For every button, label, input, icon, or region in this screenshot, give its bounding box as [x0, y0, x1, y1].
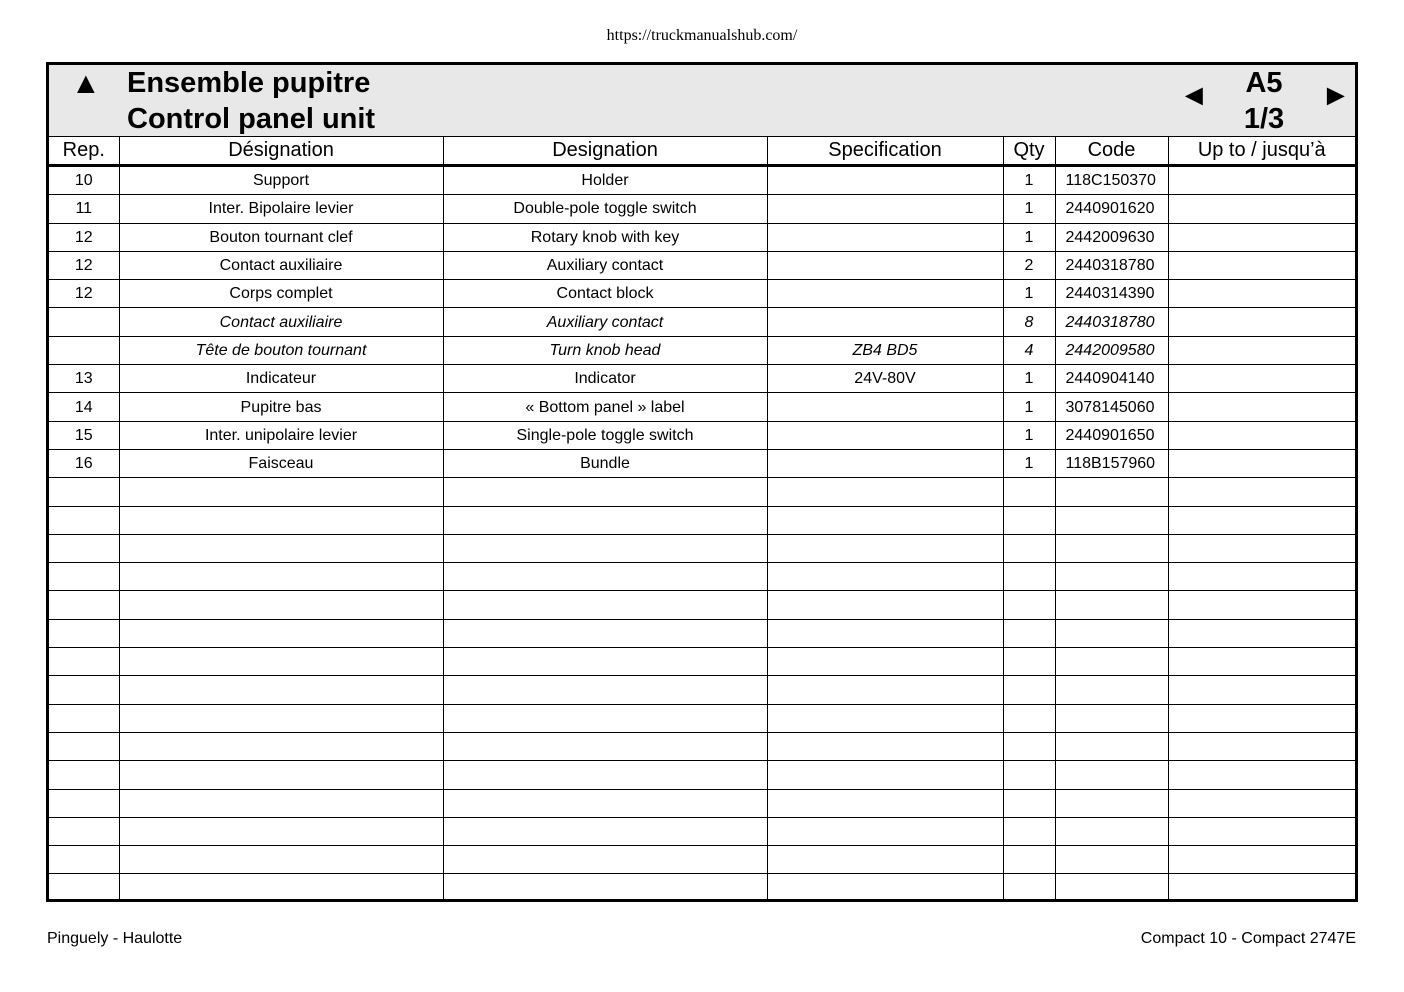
cell-rep: [49, 761, 119, 789]
empty-table-row: [49, 619, 1355, 647]
cell-specification: [767, 817, 1003, 845]
table-row: [49, 308, 1355, 336]
cell-rep: [49, 308, 119, 336]
cell-specification: [767, 676, 1003, 704]
cell-code: [1055, 676, 1168, 704]
footer-manufacturer: Pinguely - Haulotte: [47, 930, 183, 947]
cell-up-to: [1168, 732, 1355, 760]
cell-designation-en: [443, 619, 767, 647]
cell-up-to: [1168, 506, 1355, 534]
cell-specification: [767, 591, 1003, 619]
cell-designation-en: [443, 676, 767, 704]
cell-designation-en: Turn knob head: [443, 336, 767, 364]
cell-rep: [49, 817, 119, 845]
cell-designation-fr: [119, 648, 443, 676]
cell-up-to: [1168, 365, 1355, 393]
empty-table-row: [49, 676, 1355, 704]
cell-specification: [767, 449, 1003, 477]
cell-code: 2440904140: [1055, 365, 1168, 393]
cell-up-to: [1168, 534, 1355, 562]
cell-up-to: [1168, 478, 1355, 506]
cell-code: [1055, 761, 1168, 789]
empty-table-row: [49, 789, 1355, 817]
column-header-code: Code: [1055, 137, 1168, 166]
cell-qty: 1: [1003, 393, 1055, 421]
table-row: [49, 336, 1355, 364]
cell-qty: [1003, 732, 1055, 760]
cell-up-to: [1168, 789, 1355, 817]
cell-designation-fr: Tête de bouton tournant: [119, 336, 443, 364]
title-english: Control panel unit: [127, 103, 376, 135]
cell-designation-fr: Indicateur: [119, 365, 443, 393]
table-row: [49, 280, 1355, 308]
cell-designation-fr: [119, 478, 443, 506]
cell-code: [1055, 506, 1168, 534]
cell-up-to: [1168, 421, 1355, 449]
cell-designation-fr: [119, 676, 443, 704]
column-header-specification: Specification: [767, 137, 1003, 166]
cell-up-to: [1168, 676, 1355, 704]
cell-qty: [1003, 563, 1055, 591]
cell-designation-en: « Bottom panel » label: [443, 393, 767, 421]
cell-code: [1055, 732, 1168, 760]
cell-up-to: [1168, 563, 1355, 591]
cell-designation-fr: Pupitre bas: [119, 393, 443, 421]
cell-up-to: [1168, 223, 1355, 251]
cell-specification: [767, 846, 1003, 874]
cell-rep: [49, 506, 119, 534]
cell-rep: [49, 336, 119, 364]
cell-code: 3078145060: [1055, 393, 1168, 421]
cell-up-to: [1168, 166, 1355, 195]
parts-table-body: [49, 166, 1355, 902]
parts-table: [49, 136, 1355, 902]
cell-designation-en: [443, 704, 767, 732]
cell-code: [1055, 846, 1168, 874]
cell-designation-en: [443, 789, 767, 817]
cell-qty: [1003, 846, 1055, 874]
cell-designation-en: Rotary knob with key: [443, 223, 767, 251]
cell-code: [1055, 789, 1168, 817]
table-row: [49, 251, 1355, 279]
cell-up-to: [1168, 619, 1355, 647]
cell-specification: [767, 704, 1003, 732]
empty-table-row: [49, 648, 1355, 676]
cell-qty: [1003, 591, 1055, 619]
column-header-designation-en: Designation: [443, 137, 767, 166]
cell-code: [1055, 534, 1168, 562]
footer-models: Compact 10 - Compact 2747E: [1140, 930, 1356, 947]
cell-up-to: [1168, 393, 1355, 421]
section-code: A5: [1245, 67, 1283, 99]
cell-qty: 2: [1003, 251, 1055, 279]
cell-designation-fr: Inter. Bipolaire levier: [119, 195, 443, 223]
next-page-icon[interactable]: ►: [1321, 79, 1351, 112]
cell-designation-fr: [119, 817, 443, 845]
cell-rep: [49, 648, 119, 676]
empty-table-row: [49, 704, 1355, 732]
cell-designation-en: [443, 591, 767, 619]
cell-specification: [767, 563, 1003, 591]
cell-rep: [49, 619, 119, 647]
cell-code: [1055, 874, 1168, 902]
cell-rep: [49, 704, 119, 732]
cell-designation-en: [443, 534, 767, 562]
cell-designation-fr: Inter. unipolaire levier: [119, 421, 443, 449]
cell-designation-en: [443, 846, 767, 874]
cell-rep: [49, 789, 119, 817]
cell-designation-en: [443, 732, 767, 760]
cell-code: 2442009580: [1055, 336, 1168, 364]
cell-rep: [49, 846, 119, 874]
cell-designation-fr: [119, 874, 443, 902]
cell-up-to: [1168, 336, 1355, 364]
cell-designation-en: Indicator: [443, 365, 767, 393]
cell-up-to: [1168, 591, 1355, 619]
cell-designation-fr: [119, 789, 443, 817]
cell-qty: 4: [1003, 336, 1055, 364]
empty-table-row: [49, 591, 1355, 619]
source-url: https://truckmanualshub.com/: [606, 27, 798, 44]
cell-specification: [767, 251, 1003, 279]
empty-table-row: [49, 506, 1355, 534]
cell-designation-fr: Support: [119, 166, 443, 195]
empty-table-row: [49, 534, 1355, 562]
cell-designation-fr: [119, 704, 443, 732]
cell-specification: [767, 421, 1003, 449]
column-header-designation-fr: Désignation: [119, 137, 443, 166]
cell-specification: [767, 506, 1003, 534]
empty-table-row: [49, 563, 1355, 591]
cell-specification: [767, 308, 1003, 336]
table-row: [49, 195, 1355, 223]
cell-specification: [767, 789, 1003, 817]
cell-designation-fr: Bouton tournant clef: [119, 223, 443, 251]
cell-rep: [49, 478, 119, 506]
cell-designation-fr: Faisceau: [119, 449, 443, 477]
cell-rep: 14: [49, 393, 119, 421]
cell-qty: 8: [1003, 308, 1055, 336]
cell-specification: [767, 195, 1003, 223]
page-indicator: 1/3: [1243, 103, 1285, 135]
table-row: [49, 449, 1355, 477]
cell-up-to: [1168, 704, 1355, 732]
cell-qty: 1: [1003, 195, 1055, 223]
cell-designation-en: Single-pole toggle switch: [443, 421, 767, 449]
cell-rep: [49, 591, 119, 619]
cell-rep: [49, 534, 119, 562]
table-row: [49, 421, 1355, 449]
cell-specification: [767, 648, 1003, 676]
cell-specification: [767, 166, 1003, 195]
cell-designation-en: Auxiliary contact: [443, 251, 767, 279]
cell-code: [1055, 648, 1168, 676]
cell-qty: 1: [1003, 449, 1055, 477]
cell-rep: 12: [49, 280, 119, 308]
cell-designation-en: [443, 648, 767, 676]
cell-qty: 1: [1003, 421, 1055, 449]
column-header-up-to: Up to / jusqu’à: [1168, 137, 1355, 166]
cell-specification: [767, 874, 1003, 902]
cell-designation-fr: [119, 761, 443, 789]
empty-table-row: [49, 846, 1355, 874]
empty-table-row: [49, 732, 1355, 760]
cell-designation-fr: [119, 506, 443, 534]
table-row: [49, 166, 1355, 195]
cell-designation-en: [443, 506, 767, 534]
cell-designation-en: Holder: [443, 166, 767, 195]
cell-qty: [1003, 648, 1055, 676]
cell-up-to: [1168, 874, 1355, 902]
cell-specification: [767, 619, 1003, 647]
cell-designation-fr: Corps complet: [119, 280, 443, 308]
cell-rep: 16: [49, 449, 119, 477]
empty-table-row: [49, 874, 1355, 902]
cell-rep: 15: [49, 421, 119, 449]
previous-page-icon[interactable]: ◄: [1179, 79, 1209, 112]
table-row: [49, 393, 1355, 421]
cell-code: [1055, 704, 1168, 732]
cell-rep: 12: [49, 251, 119, 279]
cell-designation-fr: [119, 591, 443, 619]
cell-designation-fr: [119, 619, 443, 647]
cell-code: [1055, 478, 1168, 506]
cell-code: [1055, 591, 1168, 619]
cell-designation-fr: Contact auxiliaire: [119, 308, 443, 336]
cell-qty: [1003, 789, 1055, 817]
cell-code: 2440314390: [1055, 280, 1168, 308]
cell-code: 2440901620: [1055, 195, 1168, 223]
cell-qty: [1003, 506, 1055, 534]
parts-header: [49, 65, 1355, 136]
title-french: Ensemble pupitre: [127, 67, 371, 99]
cell-qty: [1003, 676, 1055, 704]
cell-up-to: [1168, 280, 1355, 308]
cell-rep: 11: [49, 195, 119, 223]
cell-designation-fr: [119, 846, 443, 874]
cell-code: 118B157960: [1055, 449, 1168, 477]
cell-up-to: [1168, 449, 1355, 477]
cell-up-to: [1168, 308, 1355, 336]
cell-designation-en: [443, 478, 767, 506]
cell-code: 2440318780: [1055, 308, 1168, 336]
empty-table-row: [49, 761, 1355, 789]
cell-specification: [767, 280, 1003, 308]
cell-rep: [49, 676, 119, 704]
up-arrow-icon[interactable]: ▲: [71, 67, 101, 100]
cell-rep: [49, 563, 119, 591]
cell-designation-en: Bundle: [443, 449, 767, 477]
cell-designation-fr: [119, 563, 443, 591]
cell-specification: ZB4 BD5: [767, 336, 1003, 364]
cell-designation-en: Contact block: [443, 280, 767, 308]
cell-specification: [767, 393, 1003, 421]
cell-rep: 12: [49, 223, 119, 251]
cell-rep: [49, 732, 119, 760]
cell-qty: [1003, 478, 1055, 506]
table-row: [49, 365, 1355, 393]
cell-specification: [767, 732, 1003, 760]
cell-code: [1055, 817, 1168, 845]
cell-up-to: [1168, 251, 1355, 279]
cell-up-to: [1168, 846, 1355, 874]
cell-qty: [1003, 761, 1055, 789]
cell-designation-fr: [119, 732, 443, 760]
cell-up-to: [1168, 817, 1355, 845]
empty-table-row: [49, 817, 1355, 845]
cell-up-to: [1168, 195, 1355, 223]
column-header-rep: Rep.: [49, 137, 119, 166]
empty-table-row: [49, 478, 1355, 506]
cell-qty: 1: [1003, 223, 1055, 251]
cell-designation-fr: [119, 534, 443, 562]
cell-code: 2440901650: [1055, 421, 1168, 449]
cell-qty: [1003, 817, 1055, 845]
cell-qty: [1003, 619, 1055, 647]
cell-qty: 1: [1003, 166, 1055, 195]
cell-code: [1055, 563, 1168, 591]
cell-qty: [1003, 874, 1055, 902]
cell-specification: 24V-80V: [767, 365, 1003, 393]
cell-specification: [767, 223, 1003, 251]
cell-designation-en: [443, 761, 767, 789]
cell-code: [1055, 619, 1168, 647]
cell-designation-en: Auxiliary contact: [443, 308, 767, 336]
cell-designation-en: [443, 563, 767, 591]
cell-code: 2440318780: [1055, 251, 1168, 279]
cell-rep: 10: [49, 166, 119, 195]
column-header-qty: Qty: [1003, 137, 1055, 166]
cell-designation-en: Double-pole toggle switch: [443, 195, 767, 223]
cell-qty: [1003, 534, 1055, 562]
table-header-row: [49, 137, 1355, 166]
cell-qty: 1: [1003, 280, 1055, 308]
parts-list-frame: [46, 62, 1358, 902]
cell-rep: [49, 874, 119, 902]
cell-qty: [1003, 704, 1055, 732]
cell-qty: 1: [1003, 365, 1055, 393]
cell-designation-en: [443, 874, 767, 902]
cell-rep: 13: [49, 365, 119, 393]
cell-specification: [767, 534, 1003, 562]
table-row: [49, 223, 1355, 251]
cell-code: 118C150370: [1055, 166, 1168, 195]
cell-up-to: [1168, 761, 1355, 789]
cell-up-to: [1168, 648, 1355, 676]
cell-code: 2442009630: [1055, 223, 1168, 251]
cell-designation-fr: Contact auxiliaire: [119, 251, 443, 279]
cell-specification: [767, 478, 1003, 506]
cell-designation-en: [443, 817, 767, 845]
cell-specification: [767, 761, 1003, 789]
